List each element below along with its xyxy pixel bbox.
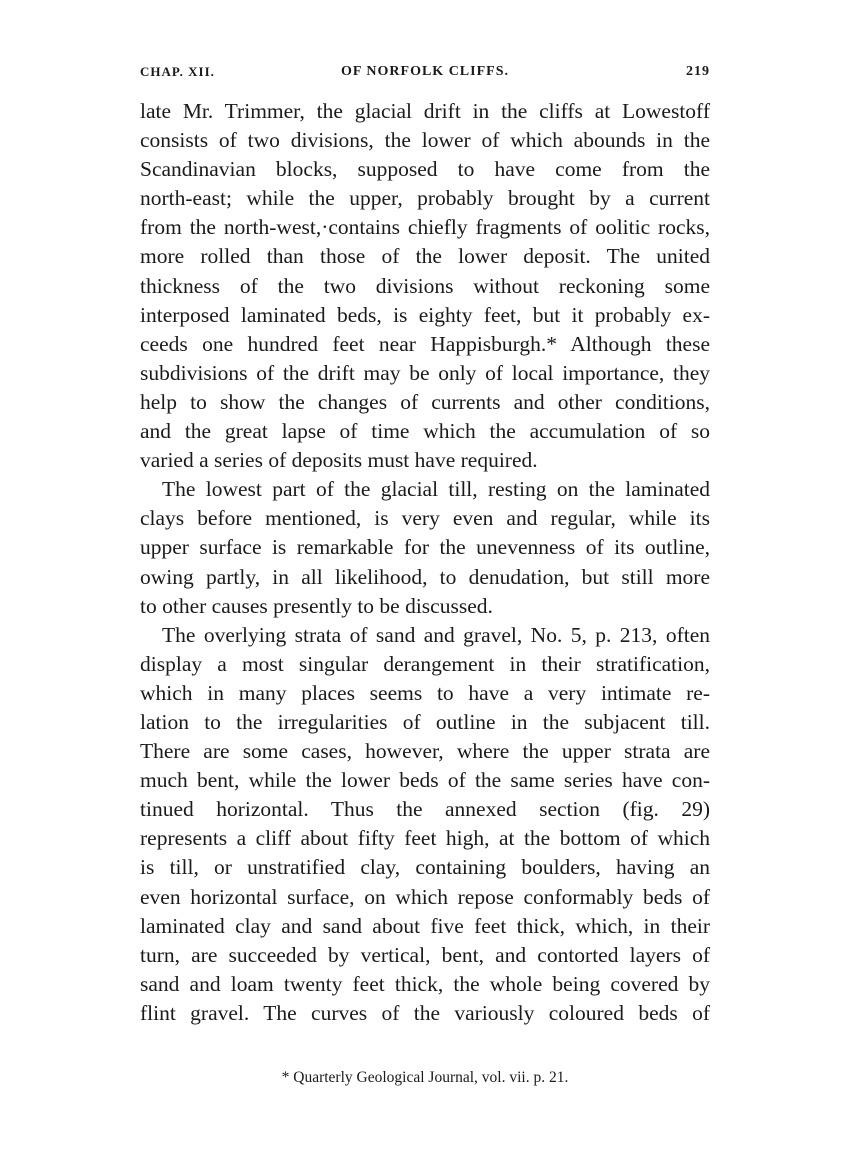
text-line: is till, or unstratified clay, containing boulders, having an — [140, 855, 710, 880]
text-line: owing partly, in all likelihood, to denudation, but still more — [140, 564, 710, 589]
text-line: The overlying strata of sand and gravel, No. 5, p. 213, often — [162, 622, 710, 647]
text-line: upper surface is remarkable for the unevenness of its outline, — [140, 535, 710, 560]
text-line: which in many places seems to have a very intimate re- — [140, 680, 710, 705]
text-line: There are some cases, however, where the upper strata are — [140, 739, 710, 764]
text-line: from the north-west,·contains chiefly fragments of oolitic rocks, — [140, 215, 710, 240]
text-line: Scandinavian blocks, supposed to have come from the — [140, 157, 710, 182]
text-line: varied a series of deposits must have required. — [140, 448, 538, 473]
text-line: lation to the irregularities of outline in the subjacent till. — [140, 709, 710, 734]
text-line: north-east; while the upper, probably brought by a current — [140, 186, 710, 211]
text-line: tinued horizontal. Thus the annexed section (fig. 29) — [140, 797, 710, 822]
text-line: turn, are succeeded by vertical, bent, and contorted layers of — [140, 942, 710, 967]
text-line: and the great lapse of time which the accumulation of so — [140, 419, 710, 444]
footnote: * Quarterly Geological Journal, vol. vii. p. 21. — [281, 1069, 569, 1086]
paragraph — [140, 97, 710, 475]
text-line: flint gravel. The curves of the variously coloured beds of — [140, 1000, 710, 1025]
text-line: represents a cliff about fifty feet high, at the bottom of which — [140, 826, 710, 851]
paragraph — [140, 621, 710, 1028]
chapter-label: CHAP. XII. — [140, 64, 215, 79]
text-line: clays before mentioned, is very even and regular, while its — [140, 506, 710, 531]
text-line: to other causes presently to be discussed. — [140, 593, 493, 618]
text-line: subdivisions of the drift may be only of local importance, they — [140, 360, 710, 385]
body-text — [140, 97, 710, 1028]
text-line: even horizontal surface, on which repose conformably beds of — [140, 884, 710, 909]
text-line: more rolled than those of the lower deposit. The united — [140, 244, 710, 269]
text-line: sand and loam twenty feet thick, the whole being covered by — [140, 971, 710, 996]
text-line: interposed laminated beds, is eighty feet, but it probably ex- — [140, 302, 710, 327]
page-number: 219 — [686, 64, 710, 79]
text-line: The lowest part of the glacial till, resting on the laminated — [162, 477, 710, 502]
paragraph — [140, 475, 710, 620]
text-line: late Mr. Trimmer, the glacial drift in the cliffs at Lowestoff — [140, 99, 710, 123]
text-line: help to show the changes of currents and other conditions, — [140, 389, 710, 414]
text-line: ceeds one hundred feet near Happisburgh.* Although these — [140, 331, 710, 356]
text-line: consists of two divisions, the lower of which abounds in the — [140, 128, 710, 153]
text-line: display a most singular derangement in their stratification, — [140, 651, 710, 676]
text-line: thickness of the two divisions without reckoning some — [140, 273, 710, 298]
text-line: laminated clay and sand about five feet thick, which, in their — [140, 913, 710, 938]
running-title: OF NORFOLK CLIFFS. — [341, 64, 509, 79]
running-head — [140, 64, 710, 88]
text-line: much bent, while the lower beds of the same series have con- — [140, 768, 710, 793]
